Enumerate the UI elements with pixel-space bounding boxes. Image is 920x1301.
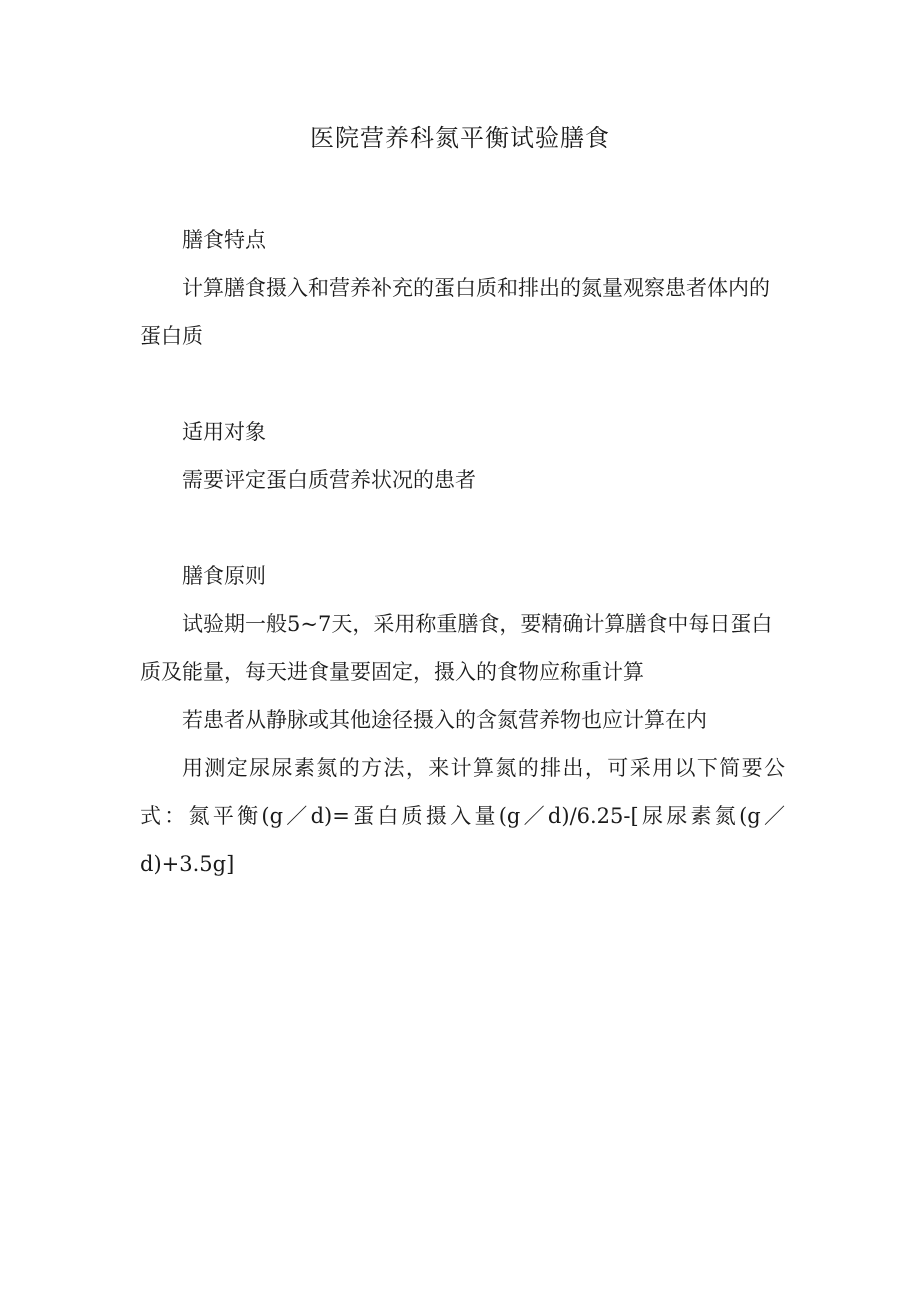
section-heading-target: 适用对象 xyxy=(182,420,266,444)
section-spacer xyxy=(140,504,785,552)
section-paragraph-principles-1: 试验期一般5~7天，采用称重膳食，要精确计算膳食中每日蛋白质及能量，每天进食量要固定，摄入的食物应称重计算 xyxy=(140,612,773,684)
section-paragraph-formula: 用测定尿尿素氮的方法，来计算氮的排出，可采用以下简要公式：氮平衡(g／d)=蛋白质摄入量(g／d)/6.25-[尿尿素氮(g／d)+3.5g] xyxy=(140,756,785,876)
section-paragraph-principles-2: 若患者从静脉或其他途径摄入的含氮营养物也应计算在内 xyxy=(182,708,707,732)
section-paragraph-target: 需要评定蛋白质营养状况的患者 xyxy=(182,468,476,492)
section-heading-principles: 膳食原则 xyxy=(182,564,266,588)
section-spacer xyxy=(140,360,785,408)
document-body xyxy=(140,216,785,888)
section-paragraph-diet-features: 计算膳食摄入和营养补充的蛋白质和排出的氮量观察患者体内的蛋白质 xyxy=(140,276,770,348)
document-title: 医院营养科氮平衡试验膳食 xyxy=(310,124,610,152)
section-heading-diet-features: 膳食特点 xyxy=(182,228,266,252)
